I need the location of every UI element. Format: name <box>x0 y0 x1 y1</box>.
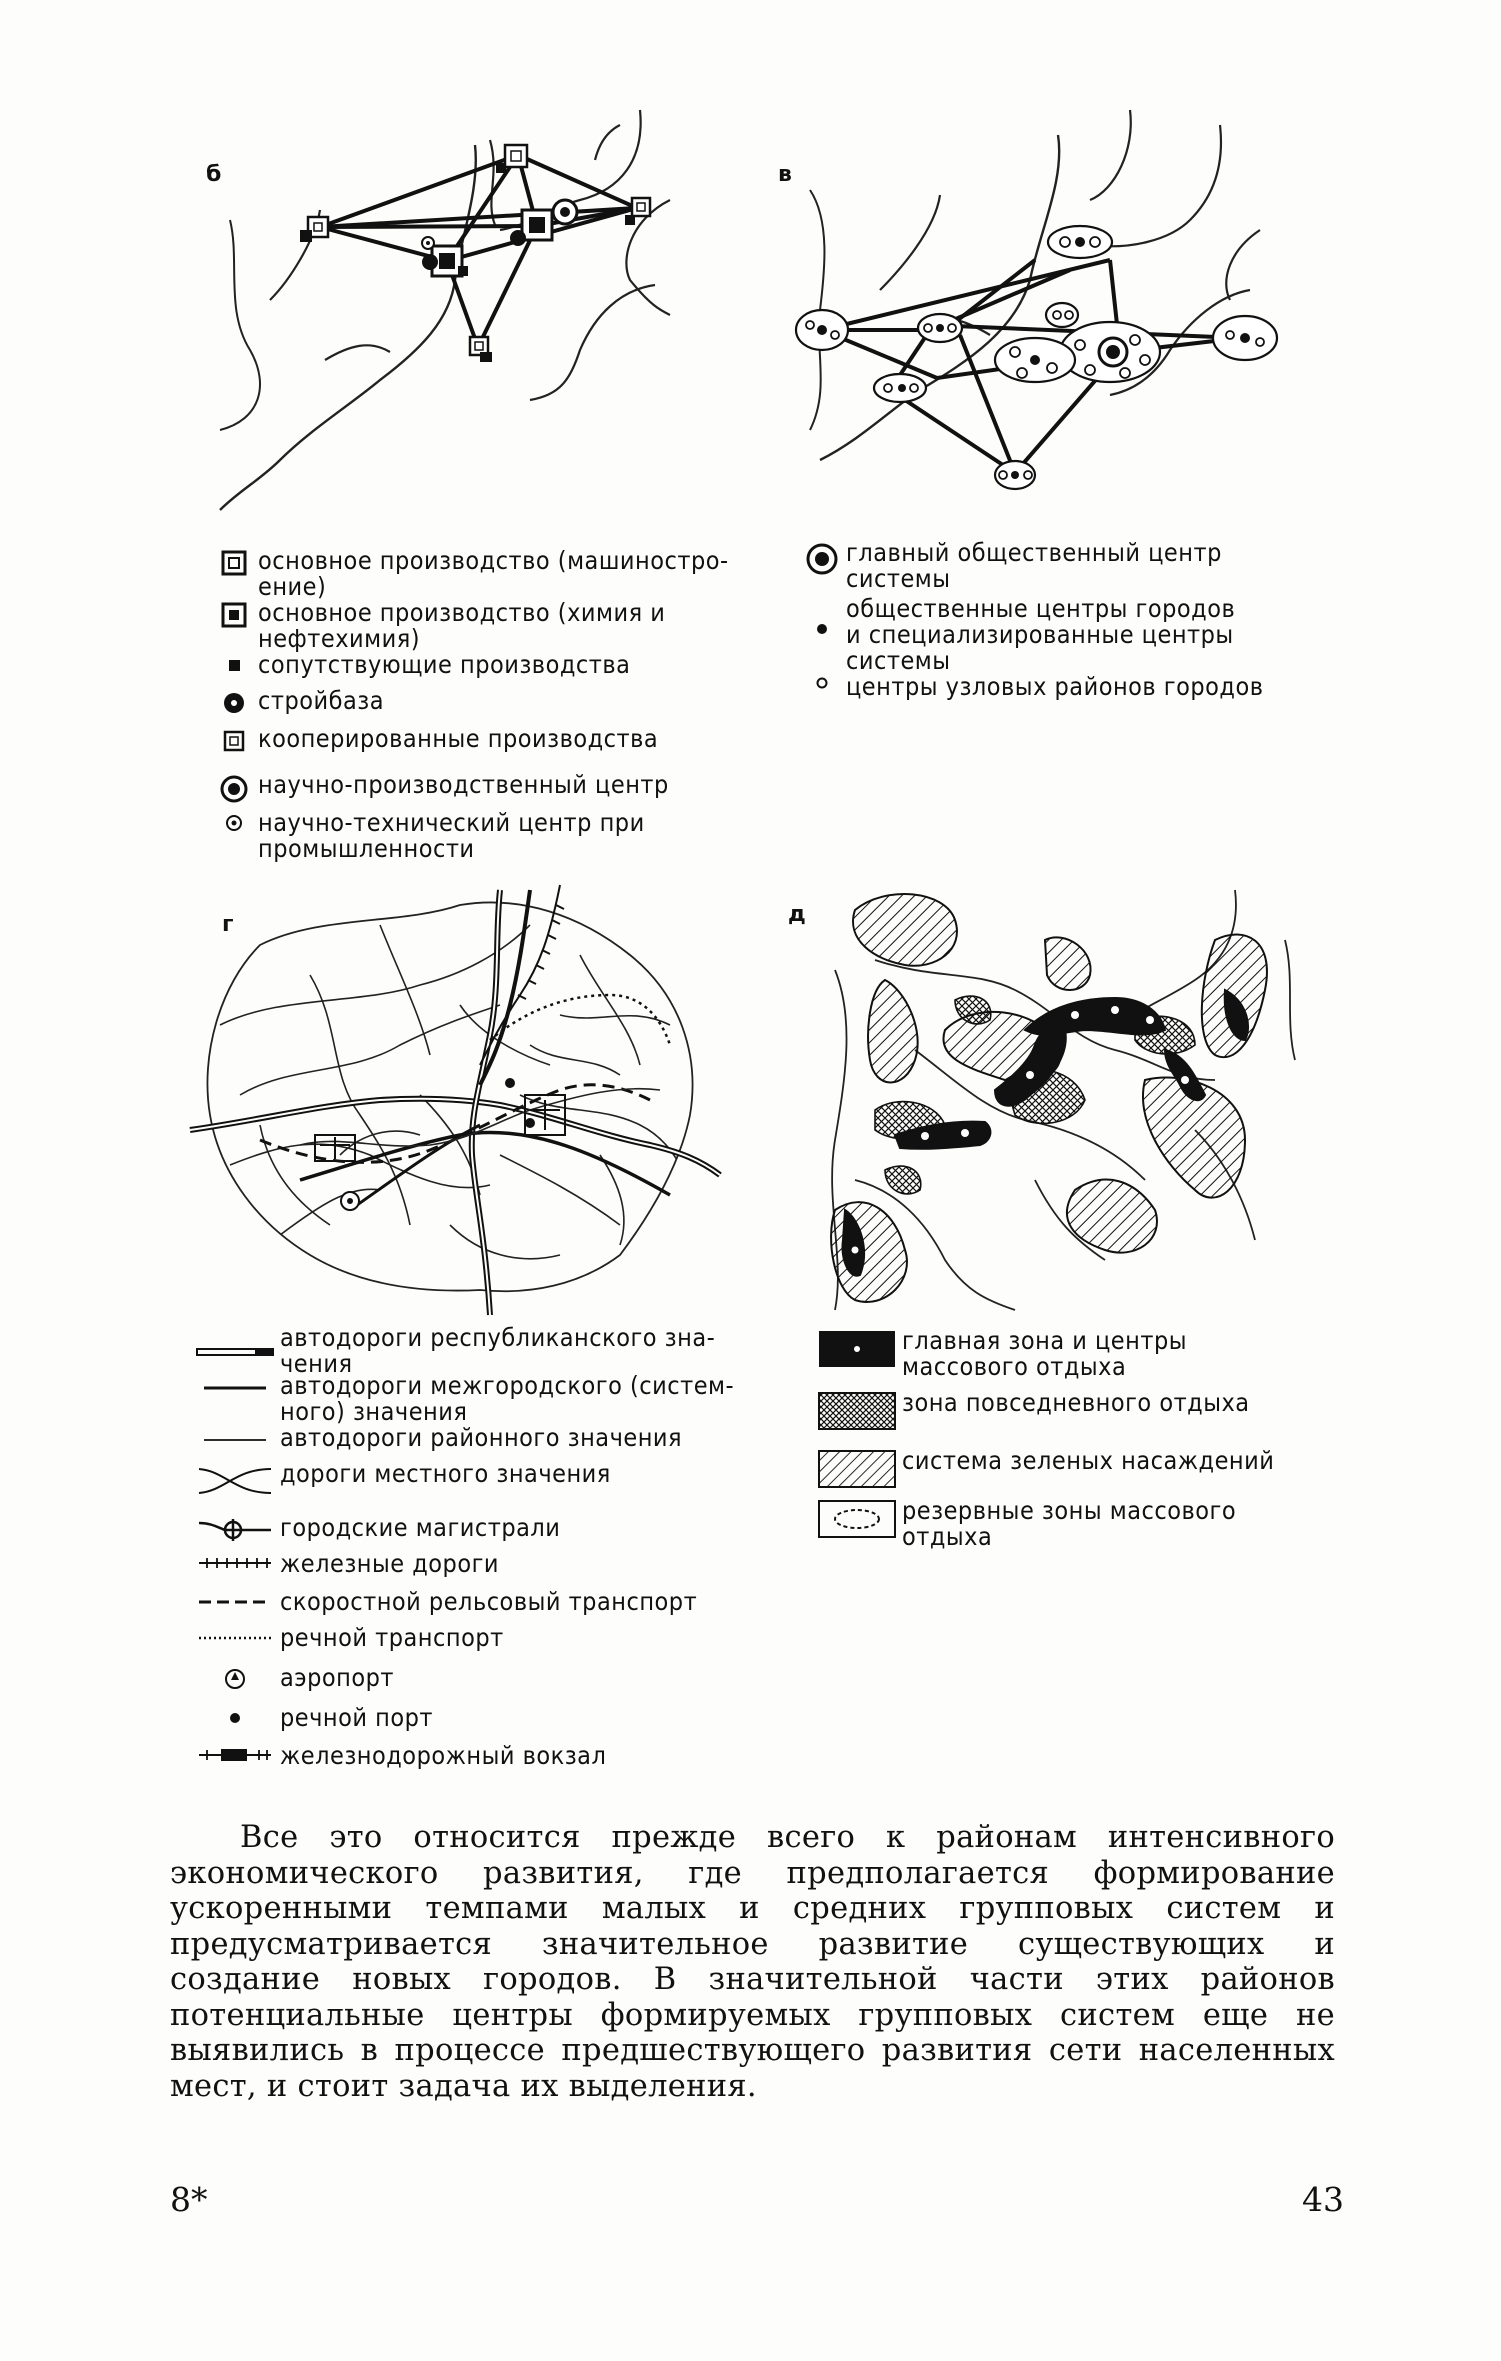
double-square-icon <box>221 550 247 576</box>
legend-label: речной порт <box>280 1703 433 1732</box>
legend-item <box>812 1328 1187 1380</box>
legend-label: стройбаза <box>258 686 385 715</box>
open-circle-icon <box>815 676 829 690</box>
double-line-icon <box>195 1347 275 1357</box>
dot-icon <box>228 1711 242 1725</box>
legend-item <box>190 1425 682 1451</box>
hatched-box-icon <box>818 1450 896 1488</box>
legend-item <box>190 1373 734 1425</box>
large-ringed-circle-icon <box>805 542 839 576</box>
legend-label: дороги местного значения <box>280 1459 611 1488</box>
legend-label: главный общественный центр системы <box>846 538 1222 593</box>
legend-label: центры узловых районов городов <box>846 672 1264 701</box>
small-filled-square-icon <box>221 654 247 676</box>
legend-label: научно-производственный центр <box>258 770 669 799</box>
legend-label: основное производство (химия и нефтехимия) <box>258 598 666 653</box>
legend-item <box>190 1625 504 1651</box>
legend-item <box>210 600 665 652</box>
panel-d-legend <box>812 1328 1332 1558</box>
crosshatch-box-icon <box>818 1392 896 1430</box>
legend-item <box>210 652 630 678</box>
legend-label: главная зона и центры массового отдыха <box>902 1326 1187 1381</box>
paragraph-text: Все это относится прежде всего к районам интенсивного экономического развития, где предполагается формирование ускоренными темпами малых и средних групповых систем и предусматривается значительное развитие существующих и создание новых городов. В значительной части этих районов потенциальные центры формируемых групповых систем еще не выявились в процессе предшествующего развития сети населенных мест, и стоит задача их выделения. <box>170 1820 1335 2104</box>
panel-d-map <box>815 880 1335 1320</box>
legend-item <box>190 1461 611 1497</box>
legend-label: городские магистрали <box>280 1513 561 1542</box>
legend-item <box>812 1448 1274 1488</box>
city-highway-icon <box>195 1517 275 1543</box>
panel-b-letter: б <box>206 162 222 187</box>
legend-item <box>210 772 669 804</box>
dot-icon <box>815 622 829 636</box>
legend-label: автодороги районного значения <box>280 1423 683 1452</box>
legend-item <box>812 1498 1236 1550</box>
panel-v-letter: в <box>778 162 792 187</box>
airport-icon <box>223 1667 247 1691</box>
legend-label: скоростной рельсовый транспорт <box>280 1587 698 1616</box>
legend-item <box>210 548 729 600</box>
legend-item <box>190 1325 715 1377</box>
legend-label: автодороги межгородского (систем- ного) значения <box>280 1371 735 1426</box>
legend-item <box>190 1743 606 1769</box>
legend-item <box>812 1390 1250 1430</box>
legend-label: резервные зоны массового отдыха <box>902 1496 1237 1551</box>
body-paragraph <box>170 1820 1335 2104</box>
ringed-circle-icon <box>219 774 249 804</box>
panel-v-map <box>790 130 1320 540</box>
legend-label: железнодорожный вокзал <box>280 1741 607 1770</box>
legend-item <box>798 540 1222 592</box>
railway-station-icon <box>195 1747 275 1763</box>
legend-item <box>190 1665 394 1691</box>
filled-double-square-icon <box>221 602 247 628</box>
panel-b-map <box>200 130 720 540</box>
panel-d-letter: д <box>788 902 806 927</box>
page-number: 43 <box>1302 2180 1344 2219</box>
crossing-curves-icon <box>195 1463 275 1497</box>
legend-label: автодороги республиканского зна- чения <box>280 1323 716 1378</box>
legend-label: зона повседневного отдыха <box>902 1388 1250 1417</box>
legend-label: основное производство (машиностро- ение) <box>258 546 729 601</box>
legend-item <box>190 1515 560 1543</box>
panel-g-legend <box>190 1325 780 1795</box>
small-ringed-circle-icon <box>223 812 245 834</box>
legend-label: речной транспорт <box>280 1623 504 1652</box>
panel-v-legend <box>798 540 1318 700</box>
legend-label: система зеленых насаждений <box>902 1446 1275 1475</box>
dotted-square-icon <box>221 728 247 754</box>
legend-label: сопутствующие производства <box>258 650 631 679</box>
black-dotted-box-icon <box>818 1330 896 1368</box>
thin-line-icon <box>200 1437 270 1443</box>
panel-g-map <box>200 895 760 1315</box>
legend-item <box>210 688 384 716</box>
dotted-line-icon <box>195 1635 275 1641</box>
legend-item <box>798 596 1235 674</box>
thick-line-icon <box>200 1385 270 1391</box>
legend-label: кооперированные производства <box>258 724 659 753</box>
panel-g-letter: г <box>222 912 234 937</box>
legend-item <box>798 674 1264 700</box>
signature-mark: 8* <box>170 2180 208 2219</box>
legend-label: железные дороги <box>280 1549 500 1578</box>
legend-label: научно-технический центр при промышленности <box>258 808 645 863</box>
legend-item <box>210 726 658 754</box>
railway-icon <box>195 1555 275 1571</box>
legend-item <box>190 1705 433 1731</box>
legend-item <box>190 1589 697 1615</box>
legend-label: общественные центры городов и специализированные центры системы <box>846 594 1236 675</box>
panel-b-legend <box>210 548 730 868</box>
filled-circle-icon <box>221 690 247 716</box>
dashed-line-icon <box>195 1599 275 1605</box>
legend-label: аэропорт <box>280 1663 395 1692</box>
legend-item <box>190 1551 499 1577</box>
reserve-box-icon <box>818 1500 896 1538</box>
legend-item <box>210 810 645 862</box>
